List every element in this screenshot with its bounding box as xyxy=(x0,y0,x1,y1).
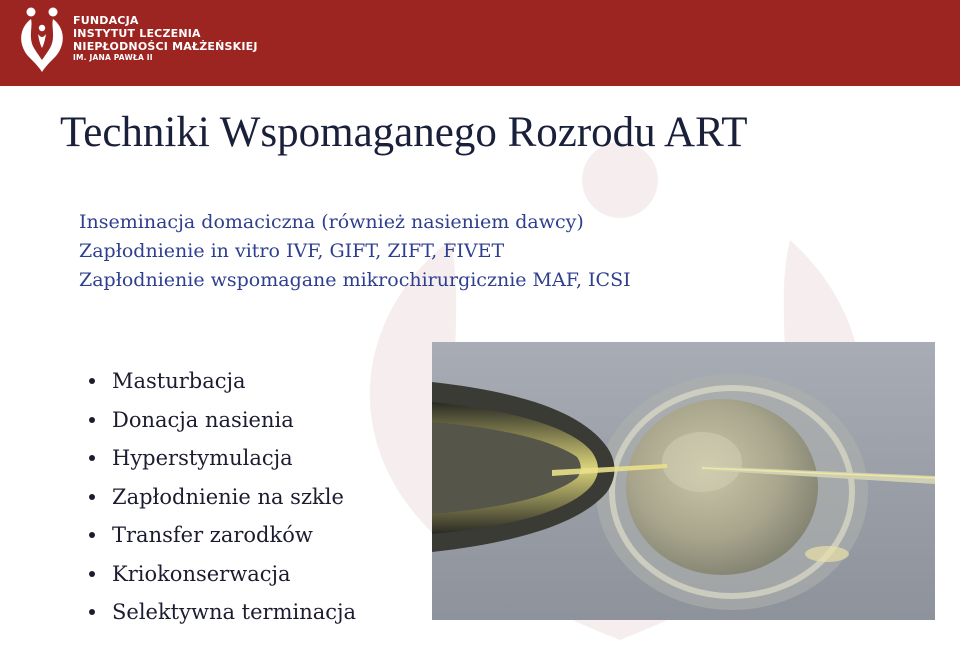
intro-lines xyxy=(79,208,631,295)
foundation-logo-text xyxy=(73,14,258,63)
logo-line: FUNDACJA xyxy=(73,14,139,27)
logo-line: NIEPŁODNOŚCI MAŁŻEŃSKIEJ xyxy=(73,40,258,53)
list-item: Donacja nasienia xyxy=(86,401,356,440)
intro-line: Zapłodnienie wspomagane mikrochirurgicznie MAF, ICSI xyxy=(79,269,631,291)
header-bar xyxy=(0,0,960,86)
list-item: Hyperstymulacja xyxy=(86,439,356,478)
intro-line: Zapłodnienie in vitro IVF, GIFT, ZIFT, FIVET xyxy=(79,240,505,262)
logo-line: IM. JANA PAWŁA II xyxy=(73,53,153,62)
bullet-list xyxy=(86,362,356,632)
slide-title: Techniki Wspomaganego Rozrodu ART xyxy=(60,109,748,156)
list-item: Transfer zarodków xyxy=(86,516,356,555)
logo-line: INSTYTUT LECZENIA xyxy=(73,27,201,40)
intro-line: Inseminacja domaciczna (również nasieniem dawcy) xyxy=(79,211,584,233)
list-item: Zapłodnienie na szkle xyxy=(86,478,356,517)
list-item: Selektywna terminacja xyxy=(86,593,356,632)
list-item: Kriokonserwacja xyxy=(86,555,356,594)
list-item: Masturbacja xyxy=(86,362,356,401)
family-heart-icon xyxy=(18,4,66,74)
icsi-microinjection-image xyxy=(432,342,935,620)
